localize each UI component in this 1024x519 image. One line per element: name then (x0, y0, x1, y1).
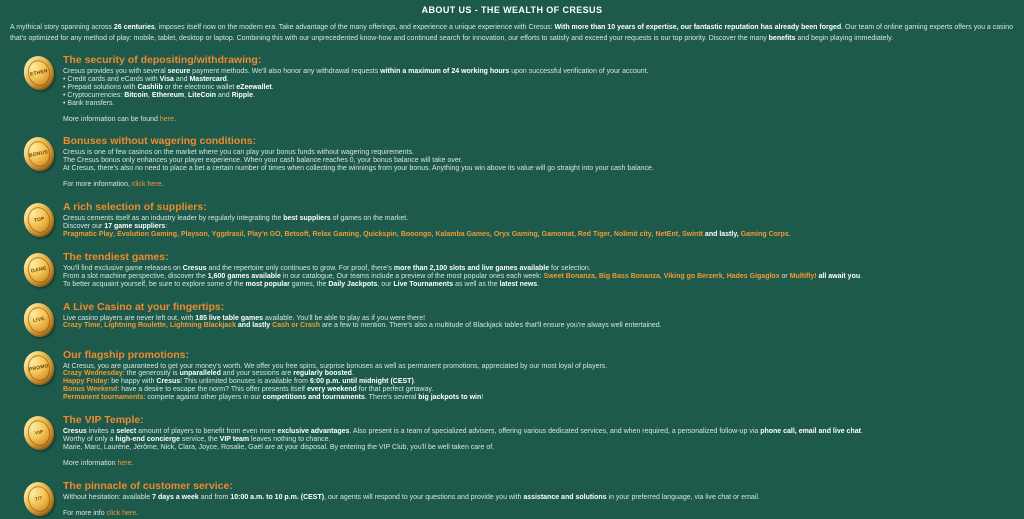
inline-link[interactable]: Relax Gaming (312, 230, 360, 238)
text-segment: Worthy of only a (63, 435, 116, 443)
gold-coin-icon (20, 250, 57, 290)
inline-link[interactable]: Crazy Wednesday (63, 370, 123, 378)
text-segment: invites a (86, 428, 117, 436)
text-segment: : be happy with (107, 378, 157, 386)
text-line (63, 223, 1016, 231)
inline-link[interactable]: Booongo (400, 230, 432, 238)
text-segment: More information (63, 459, 118, 467)
section-suppliers (0, 202, 1024, 239)
inline-link[interactable]: NetEnt (655, 230, 679, 238)
section-body (63, 363, 1016, 403)
section-promotions (0, 350, 1024, 403)
text-segment: , our agents will respond to your questions and provide you with (324, 493, 524, 501)
coin-label: LIVE (32, 315, 46, 324)
text-segment: • Credit cards and eCards with (63, 75, 160, 83)
text-line (10, 22, 1014, 44)
text-segment: more than 2,100 slots and live games available (393, 264, 550, 272)
text-segment: , (722, 272, 727, 280)
text-segment: , (308, 230, 313, 238)
text-segment: , (100, 322, 105, 330)
text-segment: latest news (499, 280, 538, 288)
text-line (63, 215, 1016, 223)
text-segment: . (351, 370, 354, 378)
text-line (63, 378, 1016, 386)
text-segment: , (184, 91, 189, 99)
intro-paragraph (10, 22, 1014, 44)
inline-link[interactable]: Sweet Bonanza (543, 272, 595, 280)
text-line (63, 273, 1016, 281)
text-segment: Ripple (231, 91, 253, 99)
text-line (63, 231, 1016, 239)
text-segment: You'll find exclusive game releases on (63, 264, 183, 272)
section-body (63, 315, 1016, 331)
text-segment: • Prepaid solutions with (63, 83, 138, 91)
text-segment: , (651, 230, 656, 238)
text-line (63, 149, 1016, 157)
text-line (63, 68, 1016, 76)
text-segment: • Bank transfers. (63, 99, 115, 107)
text-segment: available. You'll be able to play as if you were there! (263, 314, 426, 322)
section-body (63, 215, 1016, 239)
text-segment: payment methods. We'll also honor any withdrawal requests (190, 68, 381, 75)
text-segment: amount of players to benefit from even more (136, 428, 278, 436)
text-segment: A mythical story spanning across (10, 24, 114, 31)
text-segment: ! (481, 394, 484, 402)
section-heading: The security of depositing/withdrawing: (63, 54, 262, 66)
text-segment: games, the (289, 280, 329, 288)
text-segment: For more information, (63, 181, 132, 189)
inline-link[interactable]: Evolution Gaming (117, 230, 177, 238)
text-line (63, 165, 1016, 173)
text-segment: Without hesitation: available (63, 493, 153, 501)
section-body (63, 428, 1016, 468)
text-segment: and lastly (235, 322, 273, 330)
text-segment: within a maximum of 24 working hours (380, 68, 510, 75)
inline-link[interactable]: Bonus Weekend (63, 386, 118, 394)
text-segment: 185 live table games (195, 314, 264, 322)
text-segment: , (113, 230, 118, 238)
text-segment: . (161, 181, 164, 189)
inline-link[interactable]: Viking go Berzerk (663, 272, 723, 280)
text-segment: At Cresus, there's also no need to place a bet a certain number of times when collecting the winnings from your bonus. Anything you win above its value will go straight into your cash balance. (63, 165, 654, 173)
inline-link[interactable]: Multifly! (789, 272, 817, 280)
text-segment: phone call, email and live chat (760, 428, 861, 436)
text-segment: . Our team of online gaming experts offers you a casino that's optimized for any method of play: mobile, tablet, desktop or laptop. Combining this with our unprecedented know-how and continued search for innovation, our efforts to satisfy and exceed your requests is our top priority. Discover the many (10, 24, 1013, 42)
text-segment: , (610, 230, 614, 238)
text-segment: With more than 10 years of expertise, our fantastic reputation has already been forged (554, 24, 842, 31)
inline-link[interactable]: Betsoft (284, 230, 309, 238)
text-segment: eZeewallet (236, 83, 272, 91)
inline-link[interactable]: Lightning Roulette (104, 322, 166, 330)
inline-link[interactable]: Permanent tournaments (63, 394, 144, 402)
gold-coin-icon (20, 347, 57, 387)
text-line (63, 76, 1016, 84)
text-segment: , (243, 230, 248, 238)
inline-link[interactable]: Happy Friday (63, 378, 108, 386)
inline-link[interactable]: Red Tiger (577, 230, 611, 238)
text-segment: are a few to mention. There's also a multitude of Blackjack tables that'll ensure you're always well entertained. (320, 322, 662, 330)
text-segment: . (131, 459, 134, 467)
text-segment: Live casino players are never left out, with (63, 314, 196, 322)
text-segment: as well as the (453, 280, 500, 288)
coin-label: PROMO (28, 362, 50, 373)
inline-link[interactable]: Nolimit city (613, 230, 652, 238)
text-segment: upon successful verification of your account. (509, 68, 649, 75)
text-segment: . (860, 428, 863, 436)
section-body (63, 494, 1016, 518)
inline-link[interactable]: Gamomat (541, 230, 574, 238)
section-heading: A rich selection of suppliers: (63, 201, 207, 214)
gold-coin-icon (20, 413, 57, 453)
inline-link[interactable]: here (159, 115, 174, 123)
text-line (63, 100, 1016, 108)
text-segment: From a slot machine perspective, discover the (63, 272, 208, 280)
text-segment: . (413, 378, 416, 386)
gold-coin-icon (20, 200, 57, 240)
coin-label: VIP (34, 429, 44, 437)
text-segment: 6:00 p.m. until midnight (CEST) (309, 378, 414, 386)
text-segment: : compete against other players in our (143, 394, 263, 402)
text-segment: Live Tournaments (393, 280, 454, 288)
text-segment: Visa (159, 75, 174, 83)
text-line (63, 510, 1016, 518)
text-segment: unparalleled (179, 370, 221, 378)
text-line (63, 436, 1016, 444)
text-segment: 1,600 games available (207, 272, 281, 280)
text-line (63, 494, 1016, 502)
text-segment: , (396, 230, 401, 238)
inline-link[interactable]: Playson (180, 230, 208, 238)
text-segment: , (678, 230, 682, 238)
text-segment: . (271, 83, 274, 91)
text-segment: . (173, 115, 176, 123)
text-segment: Cresus (182, 264, 207, 272)
text-segment: most popular (245, 280, 290, 288)
text-line (63, 386, 1016, 394)
text-segment: 26 centuries (113, 24, 155, 31)
text-segment: and the repertoire only continues to grow. For proof, there's (206, 264, 394, 272)
text-line (63, 363, 1016, 371)
section-vip (0, 415, 1024, 468)
text-segment: For more info (63, 509, 107, 517)
text-segment: and from (198, 493, 231, 501)
text-line (63, 322, 1016, 330)
inline-link[interactable]: Big Bass Bonanza (598, 272, 660, 280)
text-segment: select (116, 428, 137, 436)
text-segment: 17 game suppliers (104, 222, 166, 230)
inline-link[interactable]: Yggdrasil (211, 230, 244, 238)
text-segment: and (216, 91, 232, 99)
section-heading: A Live Casino at your fingertips: (63, 300, 225, 313)
text-segment: and begin playing immediately. (795, 35, 894, 42)
text-segment: : (165, 222, 168, 230)
text-segment: VIP team (219, 435, 250, 443)
section-body (63, 265, 1016, 289)
coin-label: ETHER (29, 68, 49, 78)
text-segment: of games on the market. (330, 215, 409, 223)
text-segment: LiteCoin (188, 91, 217, 99)
text-segment: . (860, 272, 863, 280)
text-line (63, 116, 1016, 124)
text-segment: secure (167, 68, 191, 75)
inline-link[interactable]: Swintt (681, 230, 703, 238)
inline-link[interactable]: Gaming Corps (740, 230, 789, 238)
text-segment: , (280, 230, 285, 238)
coin-label: BONUS (29, 149, 49, 160)
inline-link[interactable]: Oryx Gaming (493, 230, 538, 238)
section-games (0, 252, 1024, 289)
text-segment: More information can be found (63, 115, 160, 123)
text-segment: At Cresus, you are guaranteed to get your money's worth. We offer you free spins, surprise bonuses as well as permanent promotions, appreciated by our most loyal of players. (63, 362, 608, 370)
text-segment: Mastercard (189, 75, 227, 83)
text-line (63, 428, 1016, 436)
text-segment: , (176, 230, 181, 238)
text-segment: Daily Jackpots (328, 280, 378, 288)
gold-coin-icon (20, 479, 57, 519)
text-segment: . (788, 230, 791, 238)
inline-link[interactable]: Pragmatic Play (63, 230, 114, 238)
text-line (63, 370, 1016, 378)
text-segment: : the generosity is (122, 370, 180, 378)
text-line (63, 394, 1016, 402)
text-segment: or (779, 272, 790, 280)
text-segment: . There's several (364, 394, 419, 402)
text-segment: and lastly, (702, 230, 741, 238)
coin-label: TOP (33, 216, 45, 225)
inline-link[interactable]: Crazy Time (63, 322, 101, 330)
text-segment: assistance and solutions (523, 493, 607, 501)
text-segment: regularly boosted (293, 370, 352, 378)
text-segment: in your preferred language, via live chat or email. (606, 493, 760, 501)
text-line (63, 157, 1016, 165)
text-segment: • Cryptocurrencies: (63, 91, 125, 99)
text-segment: and (173, 75, 190, 83)
inline-link[interactable]: Kalamba Games (435, 230, 490, 238)
text-segment: , (359, 230, 364, 238)
text-segment: , (165, 322, 170, 330)
text-segment: in our catalogue, Our teams include a preview of the most popular ones each week: (280, 272, 544, 280)
text-segment: To better acquaint yourself, be sure to explore some of the (63, 280, 246, 288)
text-segment: leaves nothing to chance. (249, 435, 331, 443)
text-line (63, 315, 1016, 323)
text-segment: . (537, 280, 540, 288)
section-security (0, 55, 1024, 123)
inline-link[interactable]: Hades Gigaglox (726, 272, 780, 280)
text-line (63, 84, 1016, 92)
text-segment: for selection. (549, 264, 591, 272)
text-segment: , (537, 230, 542, 238)
text-segment: Cresus provides you with several (63, 68, 168, 75)
text-segment: , our (377, 280, 394, 288)
text-line (63, 460, 1016, 468)
inline-link[interactable]: Cash or Crash (272, 322, 321, 330)
inline-link[interactable]: click here (106, 509, 137, 517)
coin-label: GAME (30, 265, 48, 275)
gold-coin-icon (20, 299, 57, 339)
text-line (63, 265, 1016, 273)
inline-link[interactable]: Quickspin (363, 230, 397, 238)
text-segment: or the electronic wallet (162, 83, 237, 91)
section-body (63, 68, 1016, 123)
text-segment: every weekend (306, 386, 357, 394)
section-heading: Our flagship promotions: (63, 348, 189, 361)
section-live-casino (0, 302, 1024, 337)
text-segment: , (431, 230, 436, 238)
text-segment: Cashlib (137, 83, 163, 91)
text-segment: , (207, 230, 212, 238)
text-segment: competitions and tournaments (262, 394, 365, 402)
text-line (63, 92, 1016, 100)
text-line (63, 181, 1016, 189)
text-segment: and your sessions are (220, 370, 294, 378)
text-segment: Ethereum (151, 91, 185, 99)
text-segment: all await you (818, 272, 861, 280)
gold-coin-icon (20, 53, 57, 93)
text-segment: high-end concierge (115, 435, 180, 443)
text-segment: , (489, 230, 494, 238)
text-segment: benefits (768, 35, 796, 42)
text-segment: : have a desire to escape the norm? This offer presents itself (117, 386, 307, 394)
text-segment: Cresus (63, 428, 87, 436)
text-segment: , (659, 272, 664, 280)
section-body (63, 149, 1016, 189)
section-bonuses (0, 136, 1024, 189)
text-segment: Marie, Marc, Laurène, Jérôme, Nick, Clara, Joyce, Rosalie, Gaël are at your disposal. By entering the VIP Club, you'll be well taken care of. (63, 443, 495, 451)
inline-link[interactable]: Lightning Blackjack (169, 322, 236, 330)
text-segment: Cresus (156, 378, 181, 386)
inline-link[interactable]: here (117, 459, 132, 467)
page-title: ABOUT US - THE WEALTH OF CRESUS (421, 5, 603, 15)
section-customer-service (0, 481, 1024, 518)
coin-label: 7/7 (34, 494, 44, 503)
inline-link[interactable]: click here (131, 181, 162, 189)
text-segment: 7 days a week (152, 493, 199, 501)
text-segment: , (147, 91, 152, 99)
text-segment: . (136, 509, 139, 517)
text-segment: , (573, 230, 578, 238)
gold-coin-icon (20, 134, 57, 174)
inline-link[interactable]: Play'n GO (247, 230, 281, 238)
text-segment: Cresus is one of few casinos on the market where you can play your bonus funds without wagering requirements. (63, 149, 414, 157)
text-segment: best suppliers (283, 215, 331, 223)
section-heading: Bonuses without wagering conditions: (63, 135, 257, 148)
text-segment: service, the (179, 435, 220, 443)
text-segment: 10:00 a.m. to 10 p.m. (CEST) (230, 493, 325, 501)
section-heading: The VIP Temple: (63, 414, 144, 427)
text-segment: , (594, 272, 599, 280)
text-segment: Bitcoin (124, 91, 148, 99)
text-segment: big jackpots to win (418, 394, 482, 402)
section-heading: The pinnacle of customer service: (63, 479, 233, 492)
text-segment: . (252, 91, 255, 99)
text-segment: ! This unlimited bonuses is available from (180, 378, 310, 386)
text-segment: for that perfect getaway. (356, 386, 434, 394)
text-segment: . (226, 75, 229, 83)
text-segment: Cresus cements itself as an industry leader by regularly integrating the (63, 215, 284, 223)
text-segment: The Cresus bonus only enhances your player experience. When your cash balance reaches 0, your bonus balance will take over. (63, 157, 463, 165)
section-heading: The trendiest games: (63, 250, 169, 263)
text-segment: Discover our (63, 222, 105, 230)
text-line (63, 444, 1016, 452)
text-line (63, 281, 1016, 289)
text-segment: , imposes itself now on the modern era. Take advantage of the many offerings, and experience a unique experience with Cresus: (154, 24, 555, 31)
text-segment: . Also present is a team of specialized advisers, offering various dedicated services, and when required, a personalized follow-up via (349, 428, 761, 436)
text-segment: exclusive advantages (277, 428, 350, 436)
